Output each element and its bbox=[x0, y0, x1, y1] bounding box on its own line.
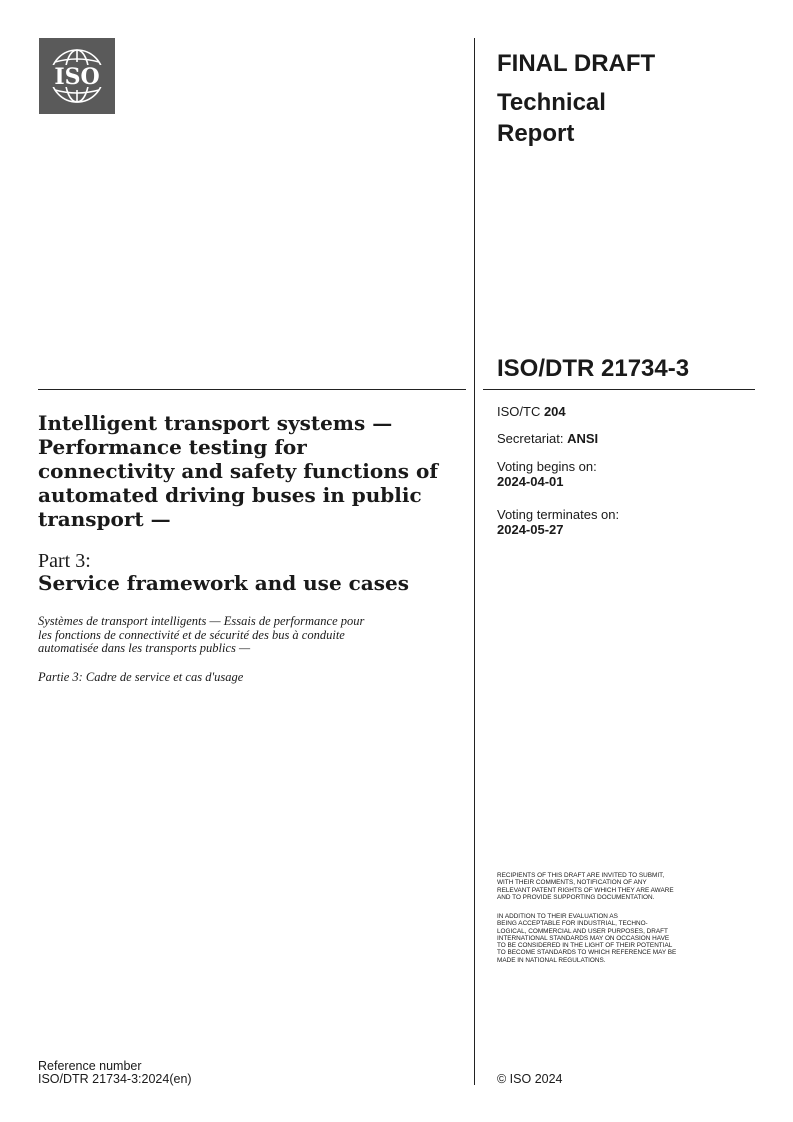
document-number: ISO/DTR 21734-3 bbox=[497, 355, 690, 382]
french-part-title: Partie 3: Cadre de service et cas d'usage bbox=[38, 670, 244, 684]
secretariat: Secretariat: ANSI bbox=[497, 431, 599, 446]
doc-number-rule bbox=[483, 389, 755, 390]
part-label: Part 3: bbox=[38, 550, 91, 572]
reference-label: Reference number bbox=[38, 1059, 142, 1073]
french-title: Systèmes de transport intelligents — Essais de performance pour les fonctions de connectivité et de sécurité des bus à conduite automatisée dans les transports publics — bbox=[38, 614, 365, 655]
technical-committee: ISO/TC 204 bbox=[497, 404, 566, 419]
vertical-divider bbox=[474, 38, 475, 1085]
english-title: Intelligent transport systems — Performance testing for connectivity and safety functions of automated driving buses in public transport — bbox=[38, 411, 438, 531]
globe-icon bbox=[39, 38, 115, 114]
evaluation-notice: IN ADDITION TO THEIR EVALUATION AS BEING ACCEPTABLE FOR INDUSTRIAL, TECHNO- LOGICAL, COMMERCIAL AND USER PURPOSES, DRAFT INTERNATIONAL STANDARDS MAY ON OCCASION HAVE TO BE CONSIDERED IN THE LIGHT OF THEIR POTENTIAL TO BECOME STANDARDS TO WHICH REFERENCE MAY BE MADE IN NATIONAL REGULATIONS. bbox=[497, 913, 677, 964]
part-title: Service framework and use cases bbox=[38, 571, 410, 595]
title-rule bbox=[38, 389, 466, 390]
reference-number: ISO/DTR 21734-3:2024(en) bbox=[38, 1072, 192, 1086]
svg-text:ISO: ISO bbox=[54, 64, 100, 90]
document-type: Technical Report bbox=[497, 89, 606, 147]
copyright: © ISO 2024 bbox=[497, 1072, 563, 1086]
draft-status: FINAL DRAFT bbox=[497, 50, 656, 77]
voting-begins: Voting begins on: 2024-04-01 bbox=[497, 459, 597, 489]
patent-notice: RECIPIENTS OF THIS DRAFT ARE INVITED TO SUBMIT, WITH THEIR COMMENTS, NOTIFICATION OF ANY RELEVANT PATENT RIGHTS OF WHICH THEY ARE AWARE AND TO PROVIDE SUPPORTING DOCUMENTATION. bbox=[497, 872, 674, 901]
iso-logo bbox=[39, 38, 115, 114]
voting-terminates: Voting terminates on: 2024-05-27 bbox=[497, 507, 620, 537]
